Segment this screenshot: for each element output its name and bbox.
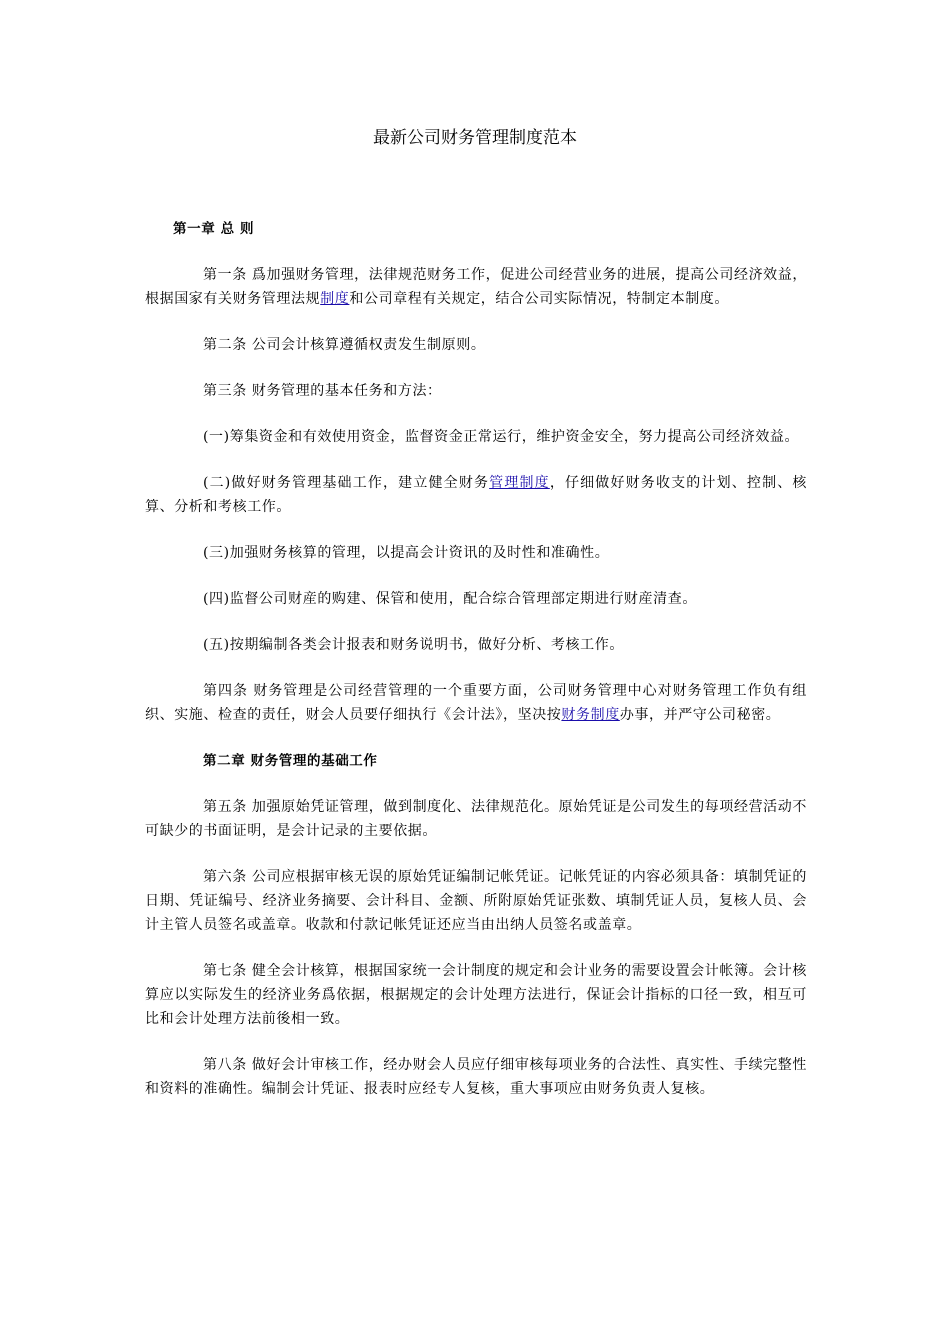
article-8: 第八条 做好会计审核工作，经办财会人员应仔细审核每项业务的合法性、真实性、手续完整性和资料的准确性。编制会计凭证、报表时应经专人复核，重大事项应由财务负责人复核。 [145, 1057, 807, 1097]
article-6: 第六条 公司应根据审核无误的原始凭证编制记帐凭证。记帐凭证的内容必须具备：填制凭证的日期、凭证编号、经济业务摘要、会计科目、金额、所附原始凭证张数、填制凭证人员，复核人员、会计主管人员签名或盖章。收款和付款记帐凭证还应当由出纳人员签名或盖章。 [145, 869, 807, 933]
article-1 [145, 263, 807, 311]
article-1-text-before: 第一条 爲加强财务管理，法律规范财务工作，促进公司经营业务的进展，提高公司经济效益，根据国家有关财务管理法规 [145, 267, 807, 307]
link-zhidu[interactable]: 制度 [320, 291, 350, 307]
document-title: 最新公司财务管理制度范本 [373, 128, 577, 148]
task-item-2-text-before: (二)做好财务管理基础工作，建立健全财务 [203, 475, 490, 491]
chapter-1-heading: 第一章 总 则 [173, 221, 255, 237]
task-item-5: (五)按期编制各类会计报表和财务说明书，做好分析、考核工作。 [203, 637, 624, 653]
link-caiwu-zhidu[interactable]: 财务制度 [561, 707, 620, 723]
task-item-3: (三)加强财务核算的管理，以提高会计资讯的及时性和准确性。 [203, 545, 610, 561]
task-item-1: (一)筹集资金和有效使用资金，监督资金正常运行，维护资金安全，努力提高公司经济效益。 [203, 429, 800, 445]
task-item-2-text-after: ，仔细做好财务收支的计划、控制、核算、分析和考核工作。 [145, 475, 807, 515]
article-7: 第七条 健全会计核算，根据国家统一会计制度的规定和会计业务的需要设置会计帐簿。会计核算应以实际发生的经济业务爲依据，根据规定的会计处理方法进行，保证会计指标的口径一致，相互可比和会计处理方法前後相一致。 [145, 963, 807, 1027]
document-body [145, 217, 807, 1123]
article-4-text-after: 办事，并严守公司秘密。 [619, 707, 781, 723]
article-2: 第二条 公司会计核算遵循权责发生制原则。 [203, 337, 486, 353]
task-item-4: (四)监督公司财産的购建、保管和使用，配合综合管理部定期进行财産清查。 [203, 591, 697, 607]
article-3: 第三条 财务管理的基本任务和方法： [203, 383, 442, 399]
chapter-2-heading: 第二章 财务管理的基础工作 [203, 753, 378, 769]
task-item-2 [145, 471, 807, 519]
article-1-text-after: 和公司章程有关规定，结合公司实际情况，特制定本制度。 [349, 291, 730, 307]
article-4 [145, 679, 807, 727]
article-5: 第五条 加强原始凭证管理，做到制度化、法律规范化。原始凭证是公司发生的每项经营活动不可缺少的书面证明，是会计记录的主要依据。 [145, 799, 807, 839]
article-4-text-before: 第四条 财务管理是公司经营管理的一个重要方面，公司财务管理中心对财务管理工作负有组织、实施、检查的责任，财会人员要仔细执行《会计法》，坚决按 [145, 683, 807, 723]
link-guanli-zhidu[interactable]: 管理制度 [489, 475, 550, 491]
